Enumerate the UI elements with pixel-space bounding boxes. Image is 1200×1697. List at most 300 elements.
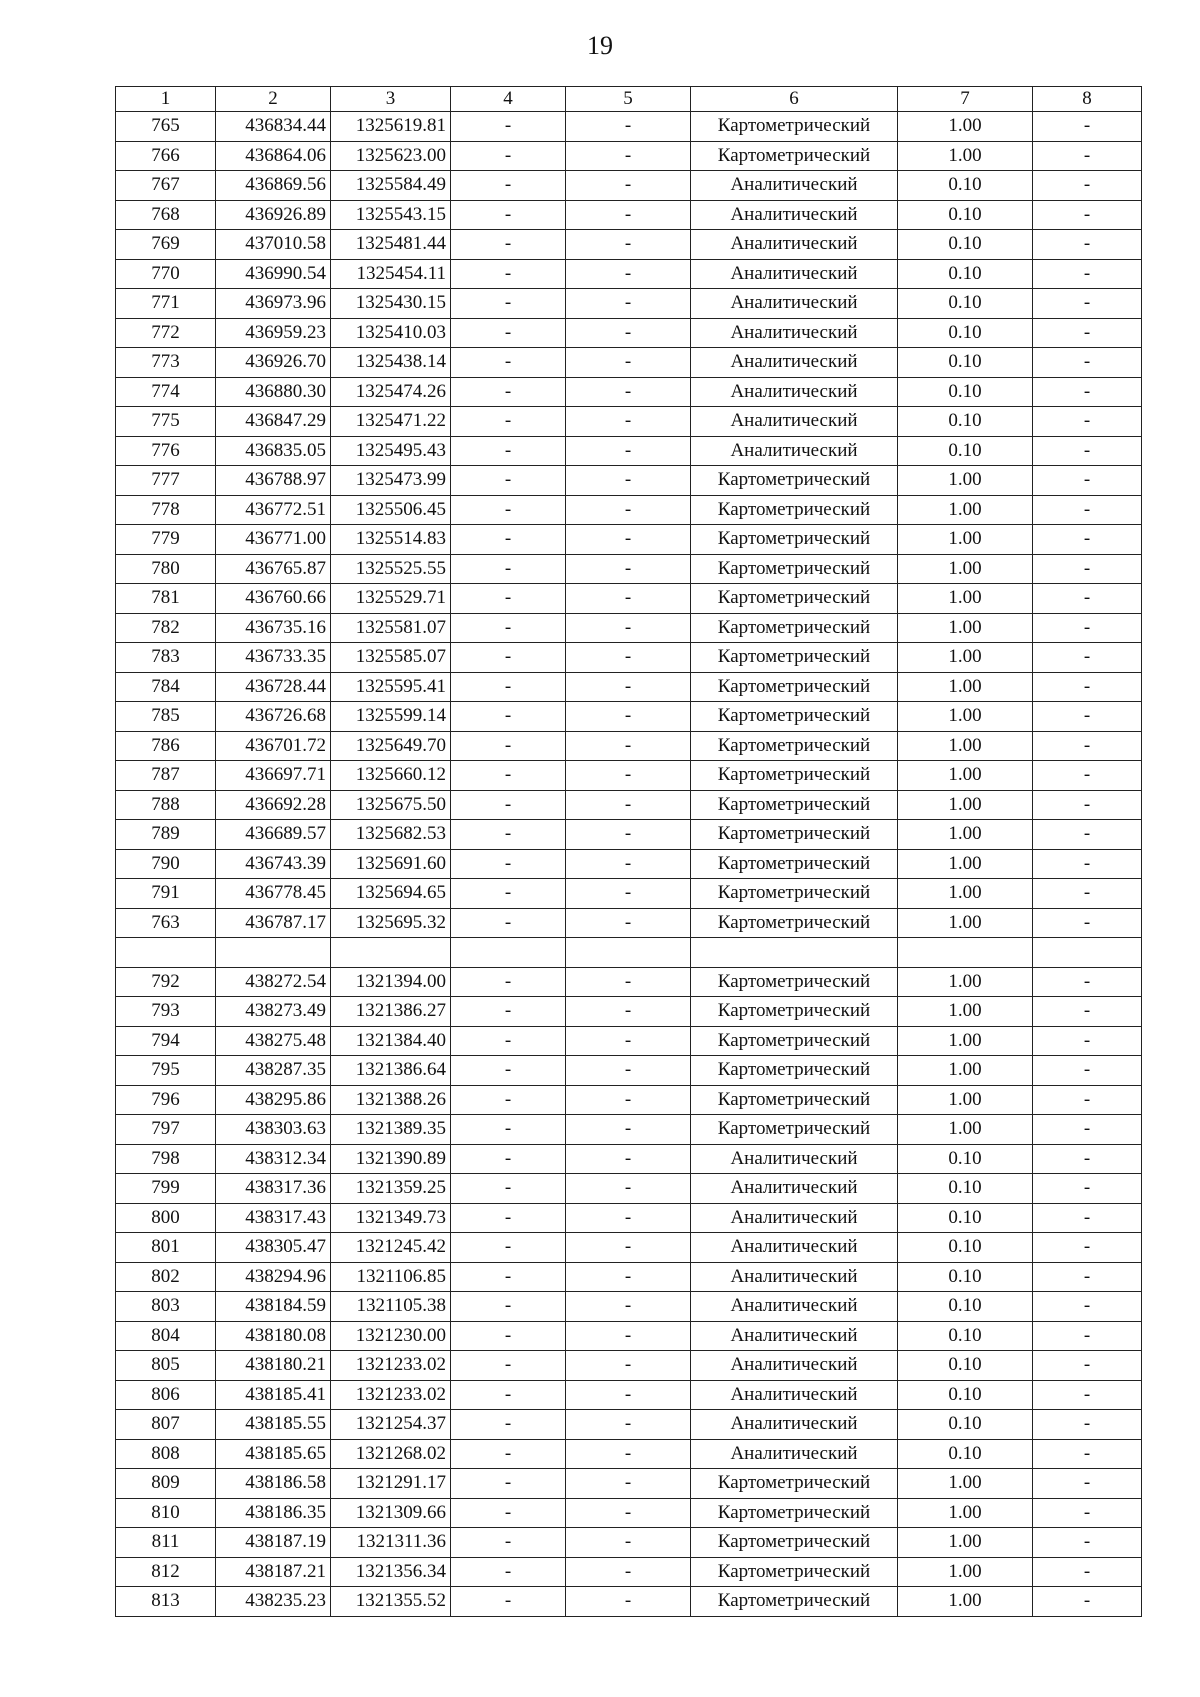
col8-cell: -	[1033, 1410, 1142, 1440]
col8-cell: -	[1033, 967, 1142, 997]
x-coordinate-cell: 436760.66	[216, 584, 331, 614]
table-row	[116, 230, 1142, 260]
accuracy-cell: 1.00	[898, 1026, 1033, 1056]
accuracy-cell: 0.10	[898, 436, 1033, 466]
col5-cell: -	[566, 1410, 691, 1440]
y-coordinate-cell: 1325410.03	[331, 318, 451, 348]
method-cell: Аналитический	[691, 1380, 898, 1410]
col4-cell: -	[451, 112, 566, 142]
col8-cell: -	[1033, 200, 1142, 230]
table-row	[116, 1203, 1142, 1233]
y-coordinate-cell: 1325525.55	[331, 554, 451, 584]
accuracy-cell: 1.00	[898, 997, 1033, 1027]
table-row	[116, 849, 1142, 879]
y-coordinate-cell: 1321356.34	[331, 1557, 451, 1587]
method-cell: Картометрический	[691, 790, 898, 820]
col5-cell: -	[566, 407, 691, 437]
col5-cell: -	[566, 643, 691, 673]
col5-cell: -	[566, 1380, 691, 1410]
method-cell: Картометрический	[691, 1587, 898, 1617]
method-cell: Картометрический	[691, 908, 898, 938]
col5-cell: -	[566, 318, 691, 348]
x-coordinate-cell: 438180.21	[216, 1351, 331, 1381]
col4-cell: -	[451, 1085, 566, 1115]
method-cell: Аналитический	[691, 436, 898, 466]
y-coordinate-cell: 1321105.38	[331, 1292, 451, 1322]
col4-cell: -	[451, 1498, 566, 1528]
col5-cell: -	[566, 1203, 691, 1233]
x-coordinate-cell: 438180.08	[216, 1321, 331, 1351]
table-row	[116, 1439, 1142, 1469]
col8-cell	[1033, 938, 1142, 968]
col8-cell: -	[1033, 495, 1142, 525]
col4-cell: -	[451, 1469, 566, 1499]
method-cell: Картометрический	[691, 613, 898, 643]
table-header-row	[116, 87, 1142, 112]
accuracy-cell: 1.00	[898, 1469, 1033, 1499]
x-coordinate-cell: 438317.43	[216, 1203, 331, 1233]
point-number-cell: 780	[116, 554, 216, 584]
y-coordinate-cell: 1325514.83	[331, 525, 451, 555]
accuracy-cell: 0.10	[898, 407, 1033, 437]
method-cell: Аналитический	[691, 1410, 898, 1440]
col4-cell: -	[451, 967, 566, 997]
accuracy-cell: 1.00	[898, 584, 1033, 614]
method-cell: Аналитический	[691, 200, 898, 230]
col8-cell: -	[1033, 259, 1142, 289]
x-coordinate-cell: 438185.55	[216, 1410, 331, 1440]
col4-cell: -	[451, 672, 566, 702]
col8-cell: -	[1033, 672, 1142, 702]
x-coordinate-cell: 436735.16	[216, 613, 331, 643]
point-number-cell: 774	[116, 377, 216, 407]
accuracy-cell: 1.00	[898, 554, 1033, 584]
accuracy-cell: 1.00	[898, 1056, 1033, 1086]
method-cell: Картометрический	[691, 643, 898, 673]
accuracy-cell: 0.10	[898, 1351, 1033, 1381]
col4-cell: -	[451, 1587, 566, 1617]
method-cell: Картометрический	[691, 1557, 898, 1587]
col8-cell: -	[1033, 820, 1142, 850]
table-row	[116, 436, 1142, 466]
point-number-cell: 766	[116, 141, 216, 171]
col8-cell: -	[1033, 554, 1142, 584]
col8-cell: -	[1033, 525, 1142, 555]
x-coordinate-cell: 436880.30	[216, 377, 331, 407]
point-number-cell: 797	[116, 1115, 216, 1145]
col4-cell: -	[451, 1203, 566, 1233]
col8-cell: -	[1033, 1026, 1142, 1056]
y-coordinate-cell: 1321386.27	[331, 997, 451, 1027]
col4-cell: -	[451, 702, 566, 732]
method-cell: Картометрический	[691, 112, 898, 142]
point-number-cell: 789	[116, 820, 216, 850]
col5-cell: -	[566, 289, 691, 319]
column-header: 4	[451, 87, 566, 112]
method-cell: Картометрический	[691, 1528, 898, 1558]
y-coordinate-cell: 1325581.07	[331, 613, 451, 643]
accuracy-cell: 1.00	[898, 1587, 1033, 1617]
col8-cell: -	[1033, 141, 1142, 171]
col4-cell: -	[451, 1174, 566, 1204]
method-cell: Аналитический	[691, 259, 898, 289]
table-row	[116, 1056, 1142, 1086]
y-coordinate-cell: 1325430.15	[331, 289, 451, 319]
table-row	[116, 141, 1142, 171]
point-number-cell: 795	[116, 1056, 216, 1086]
col8-cell: -	[1033, 1528, 1142, 1558]
col8-cell: -	[1033, 761, 1142, 791]
method-cell: Картометрический	[691, 584, 898, 614]
col5-cell: -	[566, 1144, 691, 1174]
point-number-cell: 805	[116, 1351, 216, 1381]
accuracy-cell: 1.00	[898, 761, 1033, 791]
table-row	[116, 879, 1142, 909]
y-coordinate-cell: 1325481.44	[331, 230, 451, 260]
col5-cell: -	[566, 731, 691, 761]
accuracy-cell: 0.10	[898, 1262, 1033, 1292]
point-number-cell: 813	[116, 1587, 216, 1617]
y-coordinate-cell: 1325660.12	[331, 761, 451, 791]
y-coordinate-cell: 1321311.36	[331, 1528, 451, 1558]
accuracy-cell: 1.00	[898, 967, 1033, 997]
table-row	[116, 908, 1142, 938]
table-row	[116, 790, 1142, 820]
col4-cell: -	[451, 849, 566, 879]
point-number-cell: 788	[116, 790, 216, 820]
column-header: 8	[1033, 87, 1142, 112]
point-number-cell: 779	[116, 525, 216, 555]
y-coordinate-cell: 1325595.41	[331, 672, 451, 702]
x-coordinate-cell	[216, 938, 331, 968]
method-cell: Аналитический	[691, 1174, 898, 1204]
col4-cell: -	[451, 1115, 566, 1145]
point-number-cell: 796	[116, 1085, 216, 1115]
y-coordinate-cell: 1325471.22	[331, 407, 451, 437]
col8-cell: -	[1033, 377, 1142, 407]
table-row	[116, 112, 1142, 142]
col5-cell	[566, 938, 691, 968]
method-cell: Картометрический	[691, 1026, 898, 1056]
x-coordinate-cell: 436959.23	[216, 318, 331, 348]
col5-cell: -	[566, 1587, 691, 1617]
col8-cell: -	[1033, 879, 1142, 909]
col5-cell: -	[566, 879, 691, 909]
y-coordinate-cell: 1325695.32	[331, 908, 451, 938]
col5-cell: -	[566, 259, 691, 289]
accuracy-cell: 0.10	[898, 1174, 1033, 1204]
y-coordinate-cell: 1325584.49	[331, 171, 451, 201]
method-cell: Картометрический	[691, 702, 898, 732]
y-coordinate-cell: 1321291.17	[331, 1469, 451, 1499]
col4-cell: -	[451, 790, 566, 820]
table-row	[116, 1469, 1142, 1499]
table-row	[116, 495, 1142, 525]
y-coordinate-cell: 1325619.81	[331, 112, 451, 142]
accuracy-cell: 0.10	[898, 1203, 1033, 1233]
col5-cell: -	[566, 1262, 691, 1292]
col4-cell: -	[451, 1026, 566, 1056]
method-cell: Аналитический	[691, 377, 898, 407]
accuracy-cell: 1.00	[898, 1528, 1033, 1558]
col8-cell: -	[1033, 1085, 1142, 1115]
col8-cell: -	[1033, 1469, 1142, 1499]
accuracy-cell: 0.10	[898, 1292, 1033, 1322]
col5-cell: -	[566, 1292, 691, 1322]
x-coordinate-cell: 436926.70	[216, 348, 331, 378]
y-coordinate-cell: 1321106.85	[331, 1262, 451, 1292]
col4-cell: -	[451, 1056, 566, 1086]
y-coordinate-cell: 1325474.26	[331, 377, 451, 407]
col8-cell: -	[1033, 171, 1142, 201]
col8-cell: -	[1033, 1233, 1142, 1263]
accuracy-cell: 0.10	[898, 259, 1033, 289]
col8-cell: -	[1033, 1439, 1142, 1469]
x-coordinate-cell: 438287.35	[216, 1056, 331, 1086]
accuracy-cell	[898, 938, 1033, 968]
col5-cell: -	[566, 1498, 691, 1528]
col8-cell: -	[1033, 1557, 1142, 1587]
point-number-cell: 777	[116, 466, 216, 496]
y-coordinate-cell: 1321309.66	[331, 1498, 451, 1528]
accuracy-cell: 1.00	[898, 879, 1033, 909]
method-cell: Картометрический	[691, 554, 898, 584]
method-cell	[691, 938, 898, 968]
column-header: 7	[898, 87, 1033, 112]
point-number-cell: 768	[116, 200, 216, 230]
accuracy-cell: 1.00	[898, 1085, 1033, 1115]
table-row	[116, 1410, 1142, 1440]
col5-cell: -	[566, 761, 691, 791]
table-row	[116, 1528, 1142, 1558]
point-number-cell: 765	[116, 112, 216, 142]
accuracy-cell: 1.00	[898, 672, 1033, 702]
y-coordinate-cell: 1325438.14	[331, 348, 451, 378]
col4-cell: -	[451, 554, 566, 584]
method-cell: Аналитический	[691, 1144, 898, 1174]
method-cell: Аналитический	[691, 1233, 898, 1263]
accuracy-cell: 0.10	[898, 377, 1033, 407]
x-coordinate-cell: 436834.44	[216, 112, 331, 142]
column-header: 1	[116, 87, 216, 112]
col4-cell: -	[451, 407, 566, 437]
col4-cell: -	[451, 1351, 566, 1381]
col5-cell: -	[566, 1469, 691, 1499]
col5-cell: -	[566, 908, 691, 938]
column-header: 6	[691, 87, 898, 112]
y-coordinate-cell: 1321349.73	[331, 1203, 451, 1233]
table-row	[116, 967, 1142, 997]
y-coordinate-cell: 1321359.25	[331, 1174, 451, 1204]
point-number-cell: 772	[116, 318, 216, 348]
table-row	[116, 613, 1142, 643]
method-cell: Картометрический	[691, 849, 898, 879]
point-number-cell	[116, 938, 216, 968]
x-coordinate-cell: 436787.17	[216, 908, 331, 938]
y-coordinate-cell: 1321389.35	[331, 1115, 451, 1145]
accuracy-cell: 1.00	[898, 495, 1033, 525]
col5-cell: -	[566, 790, 691, 820]
x-coordinate-cell: 436692.28	[216, 790, 331, 820]
x-coordinate-cell: 436743.39	[216, 849, 331, 879]
table-row	[116, 1292, 1142, 1322]
x-coordinate-cell: 438272.54	[216, 967, 331, 997]
col5-cell: -	[566, 672, 691, 702]
x-coordinate-cell: 436733.35	[216, 643, 331, 673]
table-row	[116, 1498, 1142, 1528]
table-row	[116, 643, 1142, 673]
accuracy-cell: 1.00	[898, 849, 1033, 879]
col8-cell: -	[1033, 849, 1142, 879]
col5-cell: -	[566, 1528, 691, 1558]
accuracy-cell: 1.00	[898, 1115, 1033, 1145]
point-number-cell: 781	[116, 584, 216, 614]
col8-cell: -	[1033, 112, 1142, 142]
col5-cell: -	[566, 820, 691, 850]
accuracy-cell: 1.00	[898, 112, 1033, 142]
point-number-cell: 794	[116, 1026, 216, 1056]
col4-cell: -	[451, 141, 566, 171]
method-cell: Картометрический	[691, 466, 898, 496]
point-number-cell: 799	[116, 1174, 216, 1204]
x-coordinate-cell: 436926.89	[216, 200, 331, 230]
accuracy-cell: 0.10	[898, 1410, 1033, 1440]
col5-cell: -	[566, 525, 691, 555]
x-coordinate-cell: 438312.34	[216, 1144, 331, 1174]
point-number-cell: 810	[116, 1498, 216, 1528]
col4-cell: -	[451, 348, 566, 378]
col8-cell: -	[1033, 702, 1142, 732]
col8-cell: -	[1033, 1498, 1142, 1528]
col5-cell: -	[566, 1439, 691, 1469]
method-cell: Картометрический	[691, 495, 898, 525]
x-coordinate-cell: 438185.65	[216, 1439, 331, 1469]
x-coordinate-cell: 438185.41	[216, 1380, 331, 1410]
table-row	[116, 348, 1142, 378]
x-coordinate-cell: 436771.00	[216, 525, 331, 555]
col8-cell: -	[1033, 230, 1142, 260]
x-coordinate-cell: 436778.45	[216, 879, 331, 909]
column-header: 5	[566, 87, 691, 112]
y-coordinate-cell: 1321394.00	[331, 967, 451, 997]
method-cell: Аналитический	[691, 407, 898, 437]
col4-cell: -	[451, 1439, 566, 1469]
col5-cell: -	[566, 1233, 691, 1263]
col5-cell: -	[566, 1115, 691, 1145]
col4-cell: -	[451, 761, 566, 791]
y-coordinate-cell: 1325473.99	[331, 466, 451, 496]
x-coordinate-cell: 438184.59	[216, 1292, 331, 1322]
method-cell: Картометрический	[691, 1056, 898, 1086]
point-number-cell: 793	[116, 997, 216, 1027]
y-coordinate-cell: 1325675.50	[331, 790, 451, 820]
accuracy-cell: 0.10	[898, 1233, 1033, 1263]
y-coordinate-cell: 1321384.40	[331, 1026, 451, 1056]
point-number-cell: 773	[116, 348, 216, 378]
table-row	[116, 1262, 1142, 1292]
method-cell: Картометрический	[691, 967, 898, 997]
col5-cell: -	[566, 377, 691, 407]
col4-cell: -	[451, 171, 566, 201]
col4-cell: -	[451, 230, 566, 260]
accuracy-cell: 1.00	[898, 643, 1033, 673]
col4-cell: -	[451, 879, 566, 909]
table-row	[116, 1380, 1142, 1410]
col4-cell: -	[451, 908, 566, 938]
table-row	[116, 1233, 1142, 1263]
method-cell: Аналитический	[691, 289, 898, 319]
accuracy-cell: 0.10	[898, 289, 1033, 319]
method-cell: Аналитический	[691, 1203, 898, 1233]
col8-cell: -	[1033, 997, 1142, 1027]
method-cell: Картометрический	[691, 879, 898, 909]
point-number-cell: 771	[116, 289, 216, 319]
table-row	[116, 672, 1142, 702]
point-number-cell: 808	[116, 1439, 216, 1469]
col5-cell: -	[566, 348, 691, 378]
col4-cell: -	[451, 525, 566, 555]
point-number-cell: 802	[116, 1262, 216, 1292]
table-row	[116, 259, 1142, 289]
col4-cell: -	[451, 1380, 566, 1410]
table-row	[116, 1351, 1142, 1381]
col5-cell: -	[566, 436, 691, 466]
table-row	[116, 702, 1142, 732]
point-number-cell: 812	[116, 1557, 216, 1587]
col8-cell: -	[1033, 436, 1142, 466]
table-row	[116, 938, 1142, 968]
point-number-cell: 783	[116, 643, 216, 673]
col5-cell: -	[566, 171, 691, 201]
col4-cell: -	[451, 436, 566, 466]
x-coordinate-cell: 438305.47	[216, 1233, 331, 1263]
y-coordinate-cell: 1321233.02	[331, 1380, 451, 1410]
table-row	[116, 1174, 1142, 1204]
y-coordinate-cell: 1325506.45	[331, 495, 451, 525]
table-row	[116, 761, 1142, 791]
x-coordinate-cell: 438187.19	[216, 1528, 331, 1558]
point-number-cell: 798	[116, 1144, 216, 1174]
col5-cell: -	[566, 1321, 691, 1351]
point-number-cell: 800	[116, 1203, 216, 1233]
column-header: 3	[331, 87, 451, 112]
accuracy-cell: 1.00	[898, 613, 1033, 643]
accuracy-cell: 1.00	[898, 702, 1033, 732]
col5-cell: -	[566, 554, 691, 584]
col8-cell: -	[1033, 348, 1142, 378]
x-coordinate-cell: 436847.29	[216, 407, 331, 437]
col4-cell: -	[451, 731, 566, 761]
method-cell: Аналитический	[691, 1321, 898, 1351]
col8-cell: -	[1033, 407, 1142, 437]
point-number-cell: 787	[116, 761, 216, 791]
table-row	[116, 1026, 1142, 1056]
accuracy-cell: 1.00	[898, 908, 1033, 938]
col4-cell: -	[451, 289, 566, 319]
point-number-cell: 775	[116, 407, 216, 437]
col4-cell: -	[451, 643, 566, 673]
point-number-cell: 790	[116, 849, 216, 879]
y-coordinate-cell: 1321355.52	[331, 1587, 451, 1617]
col8-cell: -	[1033, 318, 1142, 348]
point-number-cell: 767	[116, 171, 216, 201]
table-row	[116, 466, 1142, 496]
x-coordinate-cell: 436765.87	[216, 554, 331, 584]
method-cell: Аналитический	[691, 318, 898, 348]
col4-cell: -	[451, 466, 566, 496]
point-number-cell: 763	[116, 908, 216, 938]
table-row	[116, 171, 1142, 201]
